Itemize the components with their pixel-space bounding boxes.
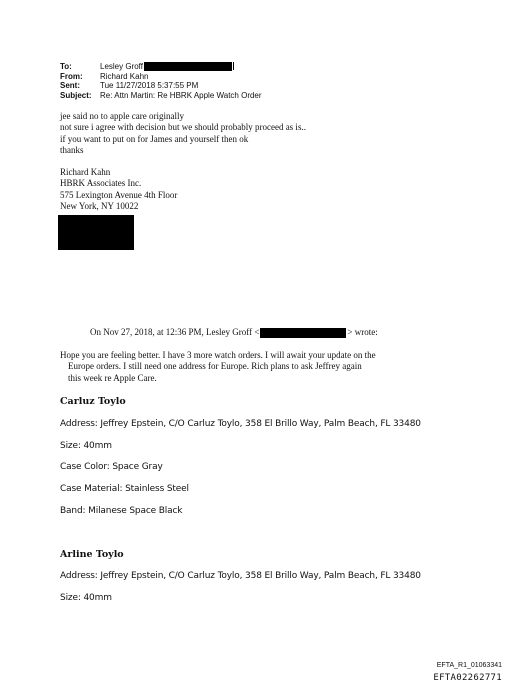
redaction-block (58, 215, 134, 250)
sent-label: Sent: (60, 81, 80, 91)
subject-value: Re: Attn Martin: Re HBRK Apple Watch Order (100, 90, 262, 100)
para-line: this week re Apple Care. (68, 372, 157, 383)
sent-row (60, 81, 262, 91)
order-address: Address: Jeffrey Epstein, C/O Carluz Toylo, 358 El Brillo Way, Palm Beach, FL 33480 (60, 419, 421, 429)
signature-line: New York, NY 10022 (60, 201, 139, 212)
footer-bates-number: EFTA02262771 (433, 673, 502, 683)
body-line: not sure i agree with decision but we should probably proceed as is.. (60, 122, 306, 133)
redaction-bar (260, 328, 346, 338)
from-value: Richard Kahn (100, 71, 149, 81)
signature-block (60, 167, 177, 213)
signature-line: HBRK Associates Inc. (60, 178, 142, 189)
body-line: thanks (60, 145, 84, 156)
redaction-bar (144, 62, 232, 71)
quoted-intro-suffix: > wrote: (347, 327, 378, 337)
quoted-paragraph (60, 350, 435, 384)
quoted-intro-prefix: On Nov 27, 2018, at 12:36 PM, Lesley Groff < (90, 327, 260, 337)
order-size: Size: 40mm (60, 593, 112, 603)
footer-id: EFTA_R1_01063341 (436, 662, 502, 669)
para-line: Hope you are feeling better. I have 3 more watch orders. I will await your update on the (60, 350, 376, 360)
sent-value: Tue 11/27/2018 5:37:55 PM (100, 81, 199, 91)
order-name: Arline Toylo (60, 549, 124, 560)
email-header (60, 62, 262, 100)
order-band: Band: Milanese Space Black (60, 506, 183, 516)
redaction-edge (233, 62, 234, 70)
order-case-material: Case Material: Stainless Steel (60, 484, 189, 494)
quoted-intro (90, 327, 378, 338)
email-body (60, 111, 306, 157)
subject-row (60, 91, 262, 101)
body-line: jee said no to apple care originally (60, 111, 184, 121)
order-size: Size: 40mm (60, 441, 112, 451)
from-row (60, 72, 262, 82)
to-row (60, 62, 262, 72)
order-address: Address: Jeffrey Epstein, C/O Carluz Toylo, 358 El Brillo Way, Palm Beach, FL 33480 (60, 571, 421, 581)
signature-line: 575 Lexington Avenue 4th Floor (60, 189, 178, 200)
signature-line: Richard Kahn (60, 167, 111, 177)
subject-label: Subject: (60, 90, 92, 100)
body-line: if you want to put on for James and yourself then ok (60, 133, 249, 144)
to-label: To: (60, 62, 72, 71)
from-label: From: (60, 71, 83, 81)
to-value: Lesley Groff (100, 62, 143, 71)
order-case-color: Case Color: Space Gray (60, 462, 163, 472)
order-name: Carluz Toylo (60, 396, 126, 407)
para-line: Europe orders. I still need one address for Europe. Rich plans to ask Jeffrey again (68, 361, 362, 372)
